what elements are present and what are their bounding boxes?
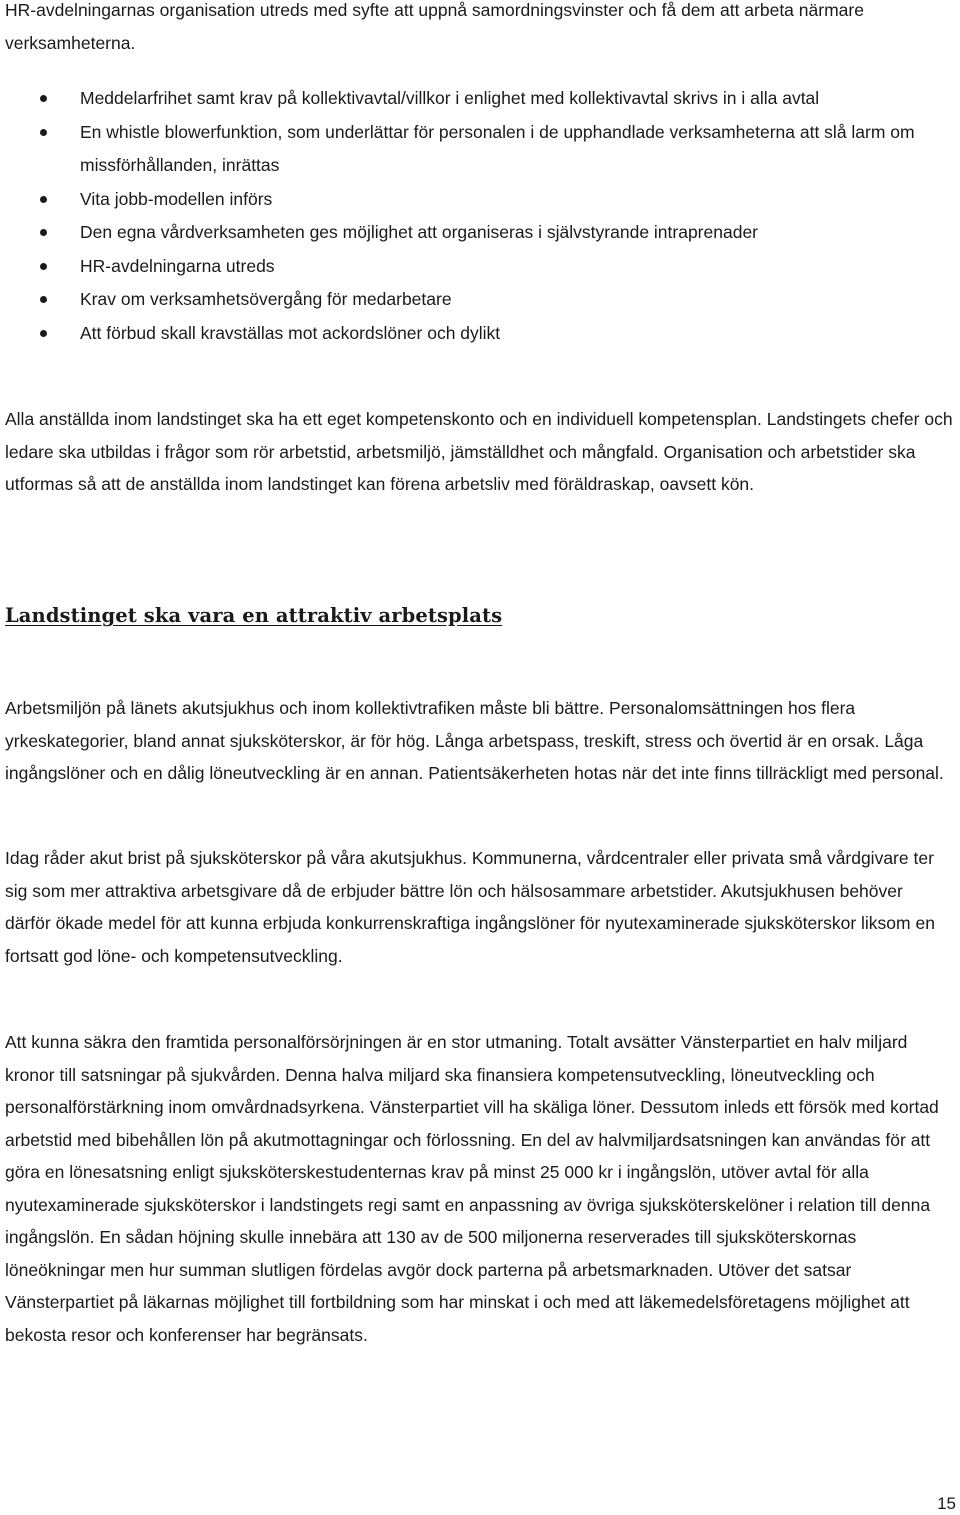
- intro-paragraph: HR-avdelningarnas organisation utreds med syfte att uppnå samordningsvinster och få dem att arbeta närmare verksamheterna.: [5, 0, 864, 53]
- list-item: Den egna vårdverksamheten ges möjlighet att organiseras i självstyrande intraprenader: [0, 216, 945, 250]
- competence-paragraph: Alla anställda inom landstinget ska ha ett eget kompetenskonto och en individuell kompetensplan. Landstingets chefer och ledare ska utbildas i frågor som rör arbetstid, arbetsmiljö, jämställdhet och mångfald. Organisation och arbetstider ska utformas så att de anställda inom landstinget kan förena arbetsliv med föräldraskap, oavsett kön.: [5, 409, 953, 494]
- page-number: 15: [937, 1494, 956, 1513]
- work-environment-paragraph: Arbetsmiljön på länets akutsjukhus och inom kollektivtrafiken måste bli bättre. Personalomsättningen hos flera yrkeskategorier, bland annat sjuksköterskor, är för hög. Långa arbetspass, treskift, stress och övertid är en orsak. Låga ingångslöner och en dålig löneutveckling är en annan. Patientsäkerheten hotas när det inte finns tillräckligt med personal.: [5, 698, 944, 783]
- bullet-list: [0, 82, 945, 350]
- list-item: Vita jobb-modellen införs: [0, 183, 945, 217]
- investment-paragraph: Att kunna säkra den framtida personalförsörjningen är en stor utmaning. Totalt avsätter Vänsterpartiet en halv miljard kronor till satsningar på sjukvården. Denna halva miljard ska finansiera kompetensutveckling, löneutveckling och personalförstärkning inom omvårdnadsyrkena. Vänsterpartiet vill ha skäliga löner. Dessutom inleds ett försök med kortad arbetstid med bibehållen lön på akutmottagningar och förlossning. En del av halvmiljardsatsningen kan användas för att göra en lönesatsning enligt sjuksköterskestudenternas krav på minst 25 000 kr i ingångslön, utöver avtal för alla nyutexaminerade sjuksköterskor i landstingets regi samt en anpassning av övriga sjuksköterskelöner i relation till denna ingångslön. En sådan höjning skulle innebära att 130 av de 500 miljonerna reserverades till sjuksköterskornas löneökningar men hur summan slutligen fördelas avgör dock parterna på arbetsmarknaden. Utöver det satsar Vänsterpartiet på läkarnas möjlighet till fortbildning som har minskat i och med att läkemedelsföretagens möjlighet att bekosta resor och konferenser har begränsats.: [5, 1032, 939, 1345]
- list-item: Meddelarfrihet samt krav på kollektivavtal/villkor i enlighet med kollektivavtal skrivs in i alla avtal: [0, 82, 945, 116]
- list-item: HR-avdelningarna utreds: [0, 250, 945, 284]
- section-heading: Landstinget ska vara en attraktiv arbetsplats: [5, 604, 503, 627]
- list-item: En whistle blowerfunktion, som underlättar för personalen i de upphandlade verksamheterna att slå larm om missförhållanden, inrättas: [0, 116, 945, 183]
- list-item: Att förbud skall kravställas mot ackordslöner och dylikt: [0, 317, 945, 351]
- list-item: Krav om verksamhetsövergång för medarbetare: [0, 283, 945, 317]
- shortage-paragraph: Idag råder akut brist på sjuksköterskor på våra akutsjukhus. Kommunerna, vårdcentraler eller privata små vårdgivare ter sig som mer attraktiva arbetsgivare då de erbjuder bättre lön och hälsosammare arbetstider. Akutsjukhusen behöver därför ökade medel för att kunna erbjuda konkurrenskraftiga ingångslöner för nyutexaminerade sjuksköterskor liksom en fortsatt god löne- och kompetensutveckling.: [5, 848, 935, 966]
